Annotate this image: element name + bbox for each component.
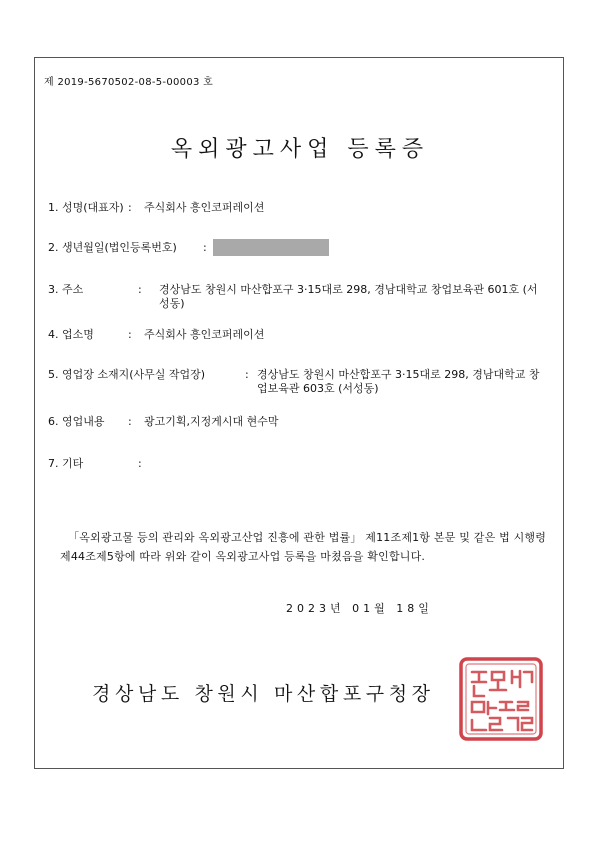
- field-label: 2. 생년월일(법인등록번호): [48, 241, 177, 254]
- field-value: 주식회사 흥인코퍼레이션: [144, 201, 265, 214]
- field-colon: :: [128, 328, 132, 341]
- field-colon: :: [138, 283, 142, 296]
- certification-text: 「옥외광고물 등의 관리와 옥외광고산업 진흥에 관한 법률」 제11조제1항 본문 및 같은 법 시행령 제44조제5항에 따라 위와 같이 옥외광고사업 등록을 마쳤음을 확인합니다.: [60, 531, 547, 563]
- field-value: 광고기획,지정게시대 현수막: [144, 415, 279, 428]
- field-colon: :: [128, 415, 132, 428]
- field-colon: :: [128, 201, 132, 214]
- field-value: 경상남도 창원시 마산합포구 3·15대로 298, 경남대학교 창업보육관 603호 (서성동): [257, 368, 540, 395]
- field-label: 7. 기타: [48, 457, 84, 470]
- field-value: 경상남도 창원시 마산합포구 3·15대로 298, 경남대학교 창업보육관 601호 (서성동): [159, 283, 538, 310]
- issue-date: 2023년 01월 18일: [286, 602, 433, 615]
- field-colon: :: [245, 368, 249, 381]
- document-title: 옥외광고사업 등록증: [170, 137, 430, 162]
- field-colon: :: [138, 457, 142, 470]
- field-label: 5. 영업장 소재지(사무실 작업장): [48, 368, 206, 381]
- field-label: 6. 영업내용: [48, 415, 105, 428]
- field-label: 4. 업소명: [48, 328, 94, 341]
- field-colon: :: [203, 241, 207, 254]
- official-seal-icon: [458, 656, 544, 742]
- registration-number: 제 2019-5670502-08-5-00003 호: [44, 77, 214, 88]
- field-label: 3. 주소: [48, 283, 84, 296]
- field-label: 1. 성명(대표자): [48, 201, 124, 214]
- field-value: 주식회사 흥인코퍼레이션: [144, 328, 265, 341]
- issuer-name: 경상남도 창원시 마산합포구청장: [92, 683, 435, 705]
- redaction-box: [213, 239, 329, 256]
